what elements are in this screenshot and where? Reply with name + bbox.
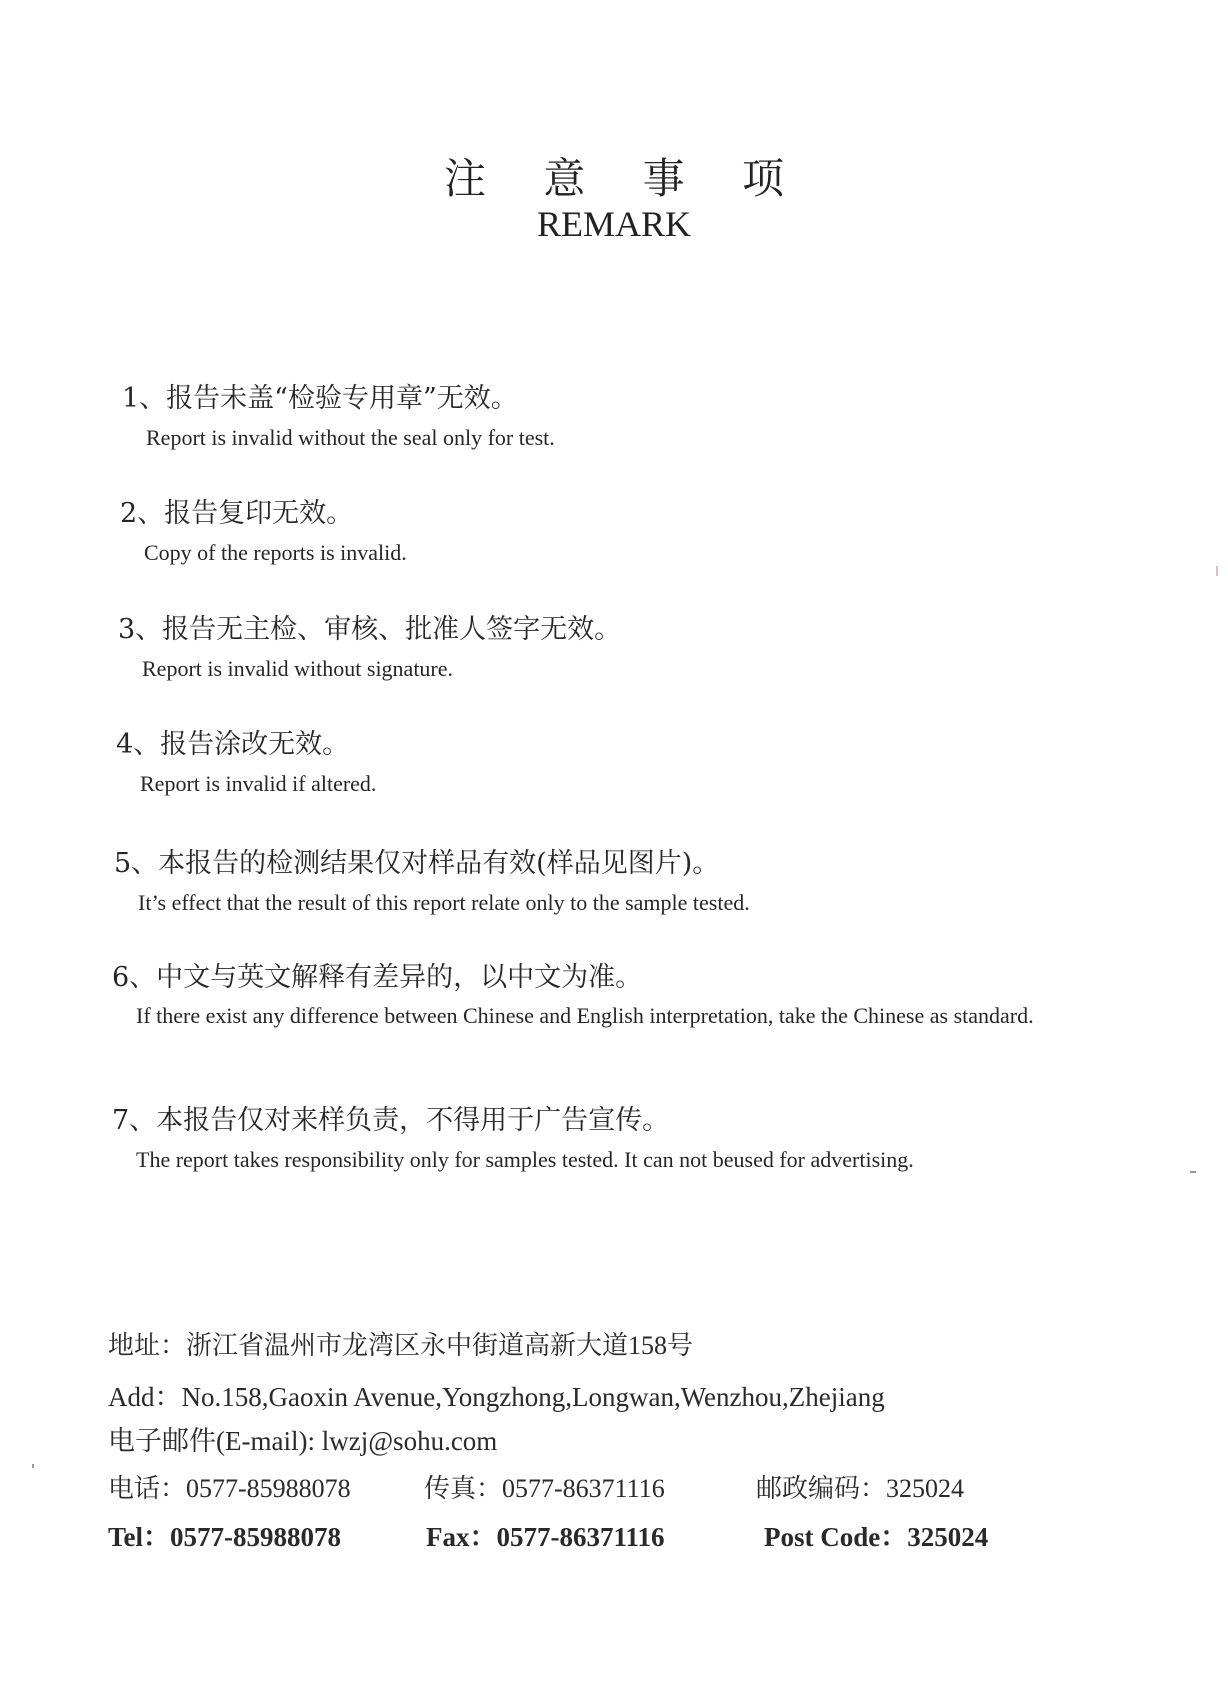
remark-item-en: Report is invalid without signature.	[142, 656, 454, 681]
remark-item-en: The report takes responsibility only for samples tested. It can not beused for advertising.	[136, 1147, 914, 1172]
remark-item-1	[122, 381, 1102, 453]
fax-english: Fax：0577-86371116	[426, 1522, 665, 1552]
remark-item-cn: 1、报告未盖“检验专用章”无效。	[122, 383, 518, 414]
fax-chinese: 传真：0577-86371116	[424, 1474, 665, 1503]
telephone-chinese: 电话：0577-85988078	[108, 1474, 351, 1503]
remark-item-en: Copy of the reports is invalid.	[144, 540, 407, 565]
title-chinese: 注 意 事 项	[443, 154, 807, 203]
phone-row-english	[108, 1515, 1108, 1555]
remark-item-cn: 4、报告涂改无效。	[116, 729, 350, 760]
remark-item-en: Report is invalid if altered.	[140, 771, 377, 796]
remark-item-7	[112, 1103, 1092, 1175]
remark-item-en: If there exist any difference between Chinese and English interpretation, take the Chinese as standard.	[136, 1003, 1034, 1028]
scan-speck	[1216, 566, 1218, 576]
title-english: REMARK	[536, 204, 692, 244]
postcode-chinese: 邮政编码：325024	[756, 1474, 965, 1503]
address-english: Add：No.158,Gaoxin Avenue,Yongzhong,Longwan,Wenzhou,Zhejiang	[108, 1382, 885, 1412]
remark-item-4	[116, 727, 1096, 799]
scan-speck	[32, 1464, 34, 1468]
telephone-english: Tel：0577-85988078	[108, 1522, 342, 1552]
remark-item-cn: 7、本报告仅对来样负责，不得用于广告宣传。	[112, 1105, 670, 1136]
remark-item-cn: 5、本报告的检测结果仅对样品有效(样品见图片)。	[114, 848, 720, 879]
remark-item-cn: 3、报告无主检、审核、批准人签字无效。	[118, 614, 622, 645]
postcode-english: Post Code：325024	[764, 1522, 989, 1552]
remark-item-5	[114, 846, 1094, 918]
address-chinese: 地址：浙江省温州市龙湾区永中街道高新大道158号	[108, 1331, 694, 1360]
remark-item-2	[120, 496, 1100, 568]
remark-item-6	[112, 960, 1092, 1030]
remark-item-cn: 6、中文与英文解释有差异的，以中文为准。	[112, 962, 643, 993]
remark-item-3	[118, 612, 1098, 684]
email-line: 电子邮件(E-mail): lwzj@sohu.com	[108, 1426, 498, 1456]
scan-speck	[1190, 1171, 1196, 1173]
phone-row-chinese	[108, 1468, 1108, 1508]
remark-item-cn: 2、报告复印无效。	[120, 498, 354, 529]
remark-item-en: Report is invalid without the seal only for test.	[146, 425, 555, 450]
remark-item-en: It’s effect that the result of this report relate only to the sample tested.	[138, 890, 750, 915]
